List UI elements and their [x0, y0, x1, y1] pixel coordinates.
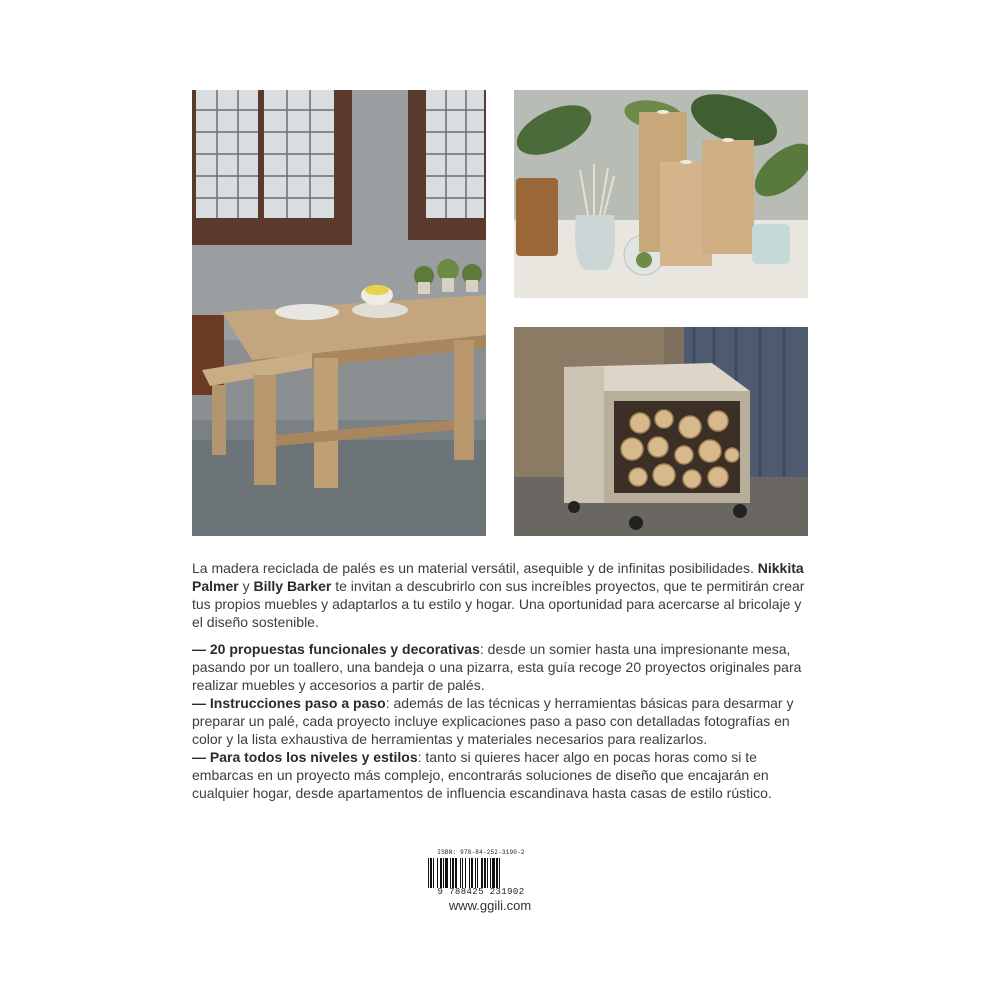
barcode-bar: [452, 858, 454, 888]
feature-text: : además de las técnicas y herramientas básicas para desarmar y preparar un palé, cada proyecto incluye explicaciones paso a paso con detalladas fotografías en color y la lista exhaustiva de herramientas y materiales necesarios para realizarlos.: [192, 695, 794, 747]
intro-paragraph: [192, 559, 810, 631]
author-2: Billy Barker: [253, 578, 332, 594]
barcode-bar: [477, 858, 478, 888]
candle-holders-photo: [514, 90, 808, 298]
feature-item: [192, 748, 810, 802]
publisher-website: www.ggili.com: [448, 898, 532, 913]
barcode-bar: [430, 858, 432, 888]
barcode-bar: [475, 858, 476, 888]
barcode-bar: [481, 858, 483, 888]
feature-heading: — 20 propuestas funcionales y decorativas: [192, 641, 480, 657]
firewood-crate-photo: [514, 327, 808, 536]
barcode-bars: [428, 858, 534, 888]
barcode-bar: [437, 858, 438, 888]
barcode-bar: [455, 858, 457, 888]
barcode-bar: [484, 858, 486, 888]
feature-heading: — Para todos los niveles y estilos: [192, 749, 418, 765]
barcode-bar: [433, 858, 434, 888]
barcode-bar: [496, 858, 498, 888]
feature-text: : tanto si quieres hacer algo en pocas horas como si te embarcas en un proyecto más complejo, encontrarás soluciones de diseño que encajarán en cualquier hogar, desde apartamentos de influencia escandinava hasta casas de estilo rústico.: [192, 749, 772, 801]
barcode-bar: [428, 858, 429, 888]
feature-item: [192, 640, 810, 694]
barcode-bar: [487, 858, 488, 888]
intro-line-a: La madera reciclada de palés es un material versátil, asequible y de infinitas posibilidades.: [192, 560, 754, 576]
ean-digits: 9 788425 231902: [437, 887, 525, 897]
feature-item: [192, 694, 810, 748]
intro-line-b: te invitan a descubrirlo con sus increíbles proyectos, que te permitirán crear tus propios muebles y adaptarlos a tu estilo y hogar. Una oportunidad para acercarse al bricolaje y el diseño sostenible.: [192, 578, 805, 630]
barcode-bar: [465, 858, 466, 888]
barcode-bar: [462, 858, 463, 888]
rustic-table-photo: [192, 90, 486, 536]
intro-connector: y: [238, 578, 254, 594]
barcode-bar: [469, 858, 470, 888]
barcode-bar: [460, 858, 461, 888]
barcode-bar: [443, 858, 444, 888]
barcode-bar: [492, 858, 495, 888]
barcode-bar: [445, 858, 448, 888]
feature-text: : desde un somier hasta una impresionante mesa, pasando por un toallero, una bandeja o una pizarra, esta guía recoge 20 proyectos originales para realizar muebles y accesorios a partir de palés.: [192, 641, 802, 693]
feature-heading: — Instrucciones paso a paso: [192, 695, 386, 711]
barcode-bar: [450, 858, 451, 888]
barcode-bar: [471, 858, 473, 888]
barcode-bar: [499, 858, 500, 888]
barcode-bar: [440, 858, 442, 888]
barcode-bar: [490, 858, 491, 888]
isbn-label: ISBN: 978-84-252-3190-2: [437, 849, 525, 856]
author-1: Nikkita Palmer: [192, 560, 804, 594]
